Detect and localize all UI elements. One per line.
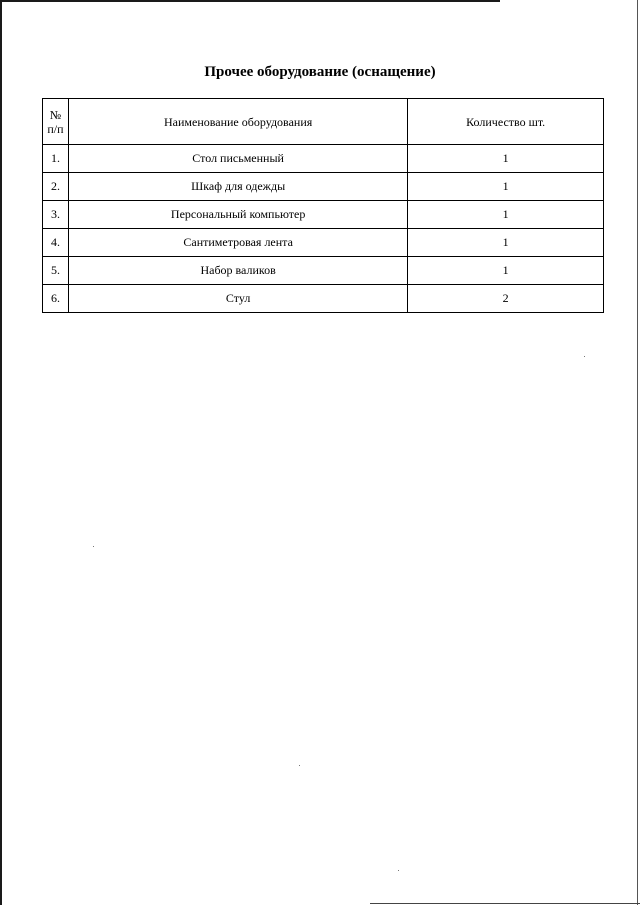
table-body [43,145,604,313]
row-number: 5. [43,257,69,285]
row-quantity: 1 [408,201,604,229]
document-title: Прочее оборудование (оснащение) [204,64,436,80]
row-quantity: 1 [408,145,604,173]
row-quantity: 1 [408,229,604,257]
header-number-abbr: п/п [47,121,64,136]
scan-border-left [0,0,2,905]
table-row [43,201,604,229]
table-header [43,99,604,145]
table-row [43,145,604,173]
equipment-table [42,98,604,313]
table-row [43,173,604,201]
scan-speck [398,870,399,871]
row-name: Шкаф для одежды [68,173,407,201]
row-name: Стол письменный [68,145,407,173]
scan-border-right [637,0,638,905]
row-number: 4. [43,229,69,257]
row-name: Сантиметровая лента [68,229,407,257]
row-quantity: 1 [408,173,604,201]
header-row [43,99,604,145]
row-number: 3. [43,201,69,229]
row-name: Персональный компьютер [68,201,407,229]
table-row [43,257,604,285]
row-number: 2. [43,173,69,201]
row-quantity: 2 [408,285,604,313]
header-number-symbol: № [49,107,62,122]
row-number: 1. [43,145,69,173]
scan-border-top [0,0,500,2]
scan-speck [584,356,585,357]
scan-speck [93,546,94,547]
header-number [43,99,69,145]
header-quantity: Количество шт. [408,99,604,145]
row-number: 6. [43,285,69,313]
row-name: Набор валиков [68,257,407,285]
row-quantity: 1 [408,257,604,285]
table-row [43,285,604,313]
table-row [43,229,604,257]
scan-border-bottom [370,903,640,904]
header-name: Наименование оборудования [68,99,407,145]
row-name: Стул [68,285,407,313]
scan-speck [299,765,300,766]
